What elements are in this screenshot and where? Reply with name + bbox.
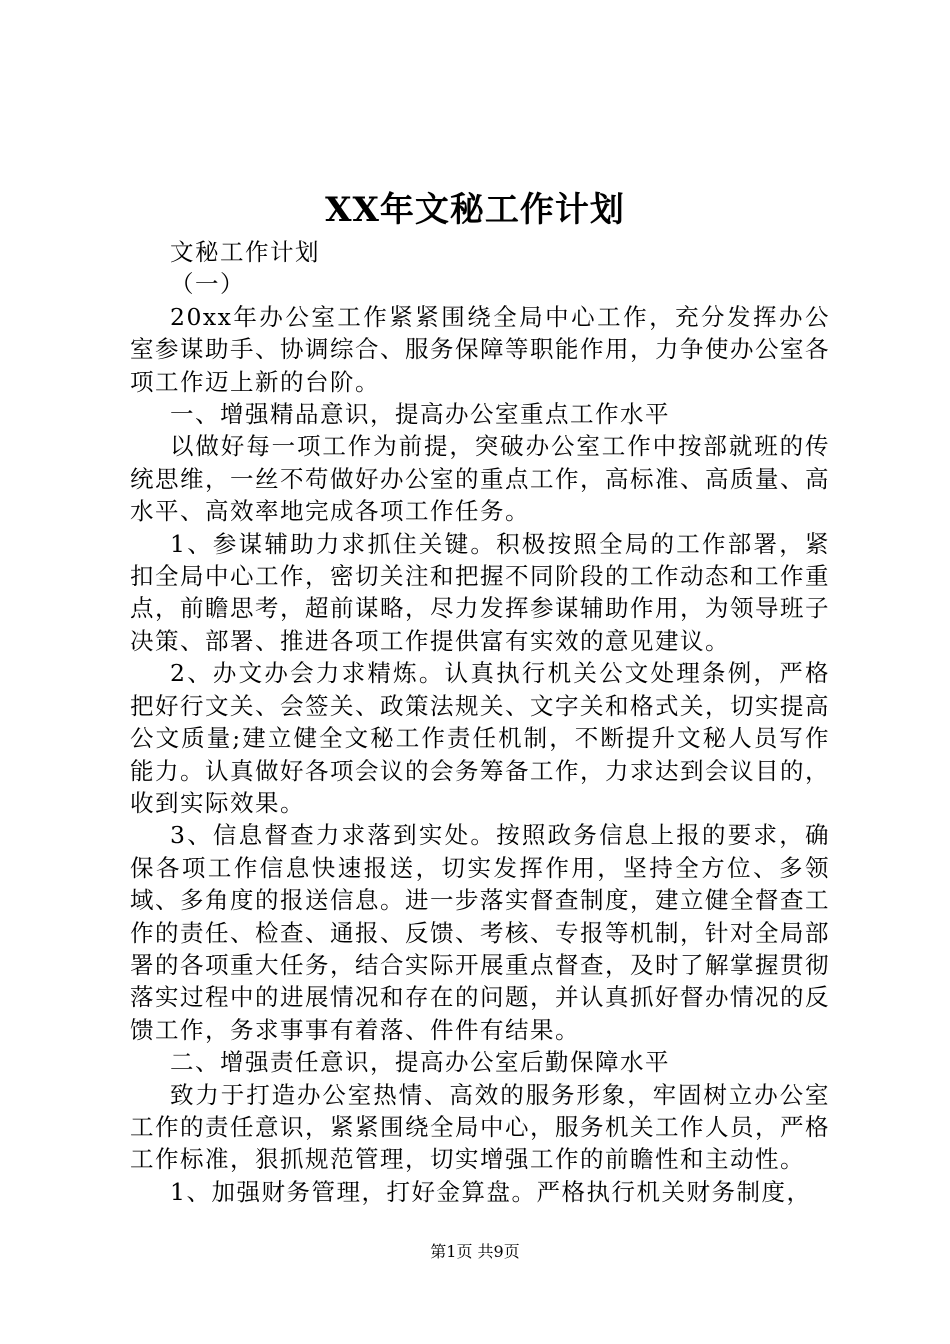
intro-paragraph: 20xx年办公室工作紧紧围绕全局中心工作，充分发挥办公室参谋助手、协调综合、服务保障等职能作用，力争使办公室各项工作迈上新的台阶。: [130, 302, 830, 396]
item-one-paragraph: 1、参谋辅助力求抓住关键。积极按照全局的工作部署，紧扣全局中心工作，密切关注和把握不同阶段的工作动态和工作重点，前瞻思考，超前谋略，尽力发挥参谋辅助作用，为领导班子决策、部署、推进各项工作提供富有实效的意见建议。: [130, 529, 830, 655]
subtitle-paragraph: 文秘工作计划: [170, 238, 320, 266]
item-two-paragraph: 2、办文办会力求精炼。认真执行机关公文处理条例，严格把好行文关、会签关、政策法规关、文字关和格式关，切实提高公文质量;建立健全文秘工作责任机制，不断提升文秘人员写作能力。认真做好各项会议的会务筹备工作，力求达到会议目的，收到实际效果。: [130, 659, 830, 817]
document-title: XX年文秘工作计划: [325, 190, 625, 230]
section-number-paragraph: （一）: [170, 270, 245, 299]
heading-one-body-paragraph: 以做好每一项工作为前提，突破办公室工作中按部就班的传统思维，一丝不苟做好办公室的重点工作，高标准、高质量、高水平、高效率地完成各项工作任务。: [130, 432, 830, 526]
heading-two-body-paragraph: 致力于打造办公室热情、高效的服务形象，牢固树立办公室工作的责任意识，紧紧围绕全局中心，服务机关工作人员，严格工作标准，狠抓规范管理，切实增强工作的前瞻性和主动性。: [130, 1080, 830, 1174]
page-number-footer: 第1页 共9页: [430, 1242, 520, 1261]
document-body: [130, 236, 830, 1208]
finance-item-paragraph: 1、加强财务管理，打好金算盘。严格执行机关财务制度，: [170, 1177, 812, 1206]
heading-one-paragraph: 一、增强精品意识，提高办公室重点工作水平: [170, 400, 670, 429]
heading-two-paragraph: 二、增强责任意识，提高办公室后勤保障水平: [170, 1048, 670, 1077]
item-three-paragraph: 3、信息督查力求落到实处。按照政务信息上报的要求，确保各项工作信息快速报送，切实发挥作用，坚持全方位、多领域、多角度的报送信息。进一步落实督查制度，建立健全督查工作的责任、检查、通报、反馈、考核、专报等机制，针对全局部署的各项重大任务，结合实际开展重点督查，及时了解掌握贯彻落实过程中的进展情况和存在的问题，并认真抓好督办情况的反馈工作，务求事事有着落、件件有结果。: [130, 821, 830, 1044]
